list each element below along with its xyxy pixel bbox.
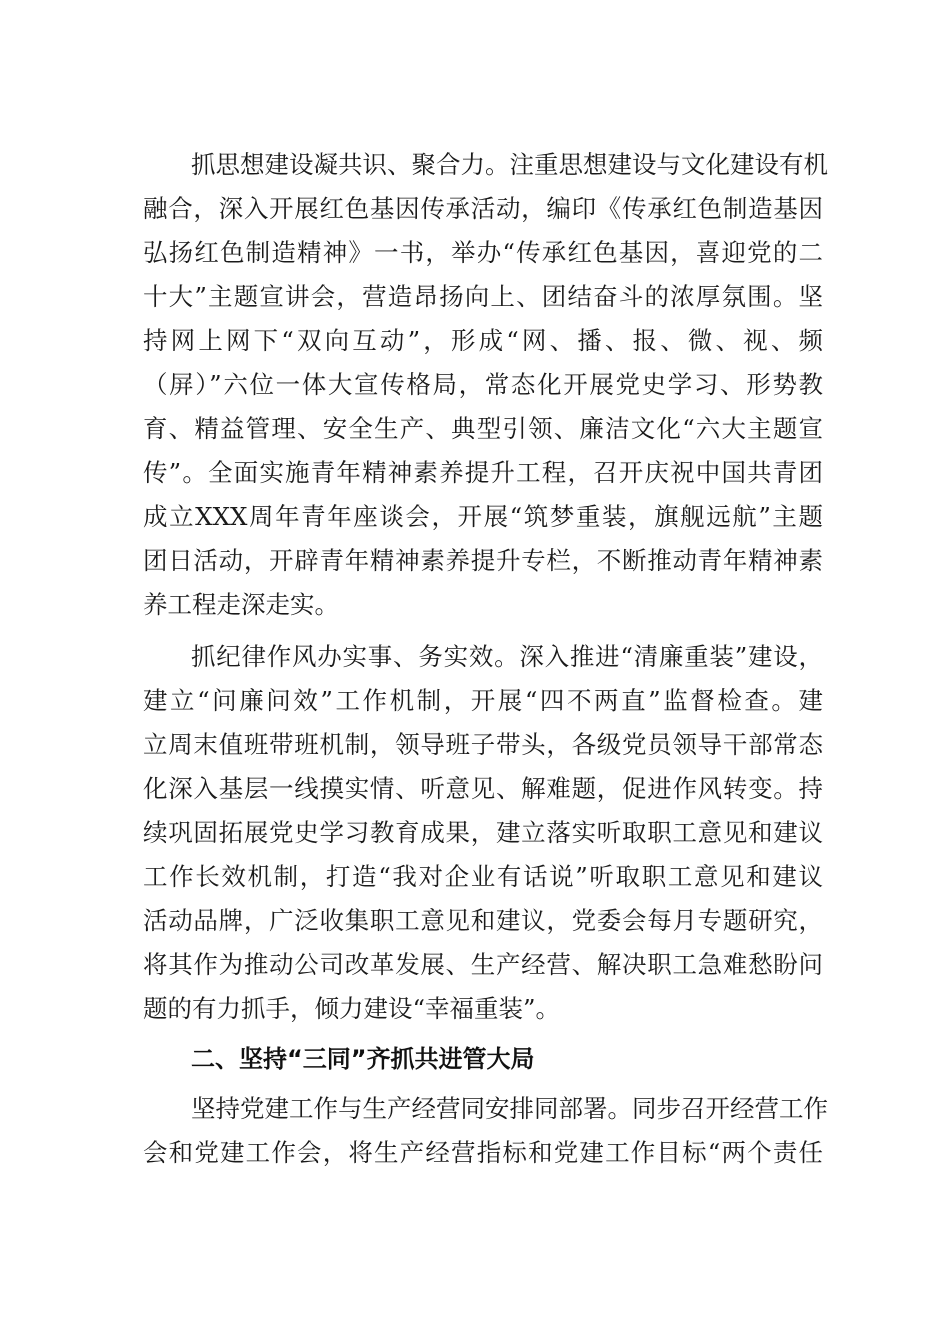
paragraph-2-line-1: 抓纪律作风办实事、务实效。深入推进“清廉重装”建设， bbox=[191, 642, 823, 671]
paragraph-2-line-7: 活动品牌，广泛收集职工意见和建议，党委会每月专题研究， bbox=[143, 906, 823, 935]
paragraph-1-line-5: 持网上网下“双向互动”，形成“网、播、报、微、视、频 bbox=[143, 326, 823, 355]
paragraph-2-line-9: 题的有力抓手，倾力建设“幸福重装”。 bbox=[143, 994, 561, 1023]
paragraph-1-line-3: 弘扬红色制造精神》一书，举办“传承红色基因，喜迎党的二 bbox=[143, 238, 823, 267]
section-heading: 二、坚持“三同”齐抓共进管大局 bbox=[191, 1045, 535, 1073]
paragraph-1-line-6: （屏）”六位一体大宣传格局，常态化开展党史学习、形势教 bbox=[143, 370, 823, 399]
paragraph-2-line-4: 化深入基层一线摸实情、听意见、解难题，促进作风转变。持 bbox=[143, 774, 823, 803]
paragraph-2-line-3: 立周末值班带班机制，领导班子带头，各级党员领导干部常态 bbox=[143, 730, 823, 759]
paragraph-2-line-2: 建立“问廉问效”工作机制，开展“四不两直”监督检查。建 bbox=[143, 686, 823, 715]
paragraph-1-line-1: 抓思想建设凝共识、聚合力。注重思想建设与文化建设有机 bbox=[191, 150, 828, 179]
paragraph-3-line-1: 坚持党建工作与生产经营同安排同部署。同步召开经营工作 bbox=[191, 1094, 828, 1123]
paragraph-3-line-2: 会和党建工作会，将生产经营指标和党建工作目标“两个责任 bbox=[143, 1138, 823, 1167]
paragraph-2-line-5: 续巩固拓展党史学习教育成果，建立落实听取职工意见和建议 bbox=[143, 818, 823, 847]
paragraph-1-line-10: 团日活动，开辟青年精神素养提升专栏，不断推动青年精神素 bbox=[143, 546, 823, 575]
paragraph-1-line-9: 成立XXX周年青年座谈会，开展“筑梦重装，旗舰远航”主题 bbox=[143, 502, 823, 531]
paragraph-1-line-4: 十大”主题宣讲会，营造昂扬向上、团结奋斗的浓厚氛围。坚 bbox=[143, 282, 823, 311]
paragraph-1-line-8: 传”。全面实施青年精神素养提升工程，召开庆祝中国共青团 bbox=[143, 458, 823, 487]
paragraph-1-line-7: 育、精益管理、安全生产、典型引领、廉洁文化“六大主题宣 bbox=[143, 414, 823, 443]
paragraph-2-line-6: 工作长效机制，打造“我对企业有话说”听取职工意见和建议 bbox=[143, 862, 823, 891]
paragraph-2-line-8: 将其作为推动公司改革发展、生产经营、解决职工急难愁盼问 bbox=[143, 950, 823, 979]
paragraph-1-line-2: 融合，深入开展红色基因传承活动，编印《传承红色制造基因 bbox=[143, 194, 823, 223]
paragraph-1-line-11: 养工程走深走实。 bbox=[143, 590, 339, 619]
